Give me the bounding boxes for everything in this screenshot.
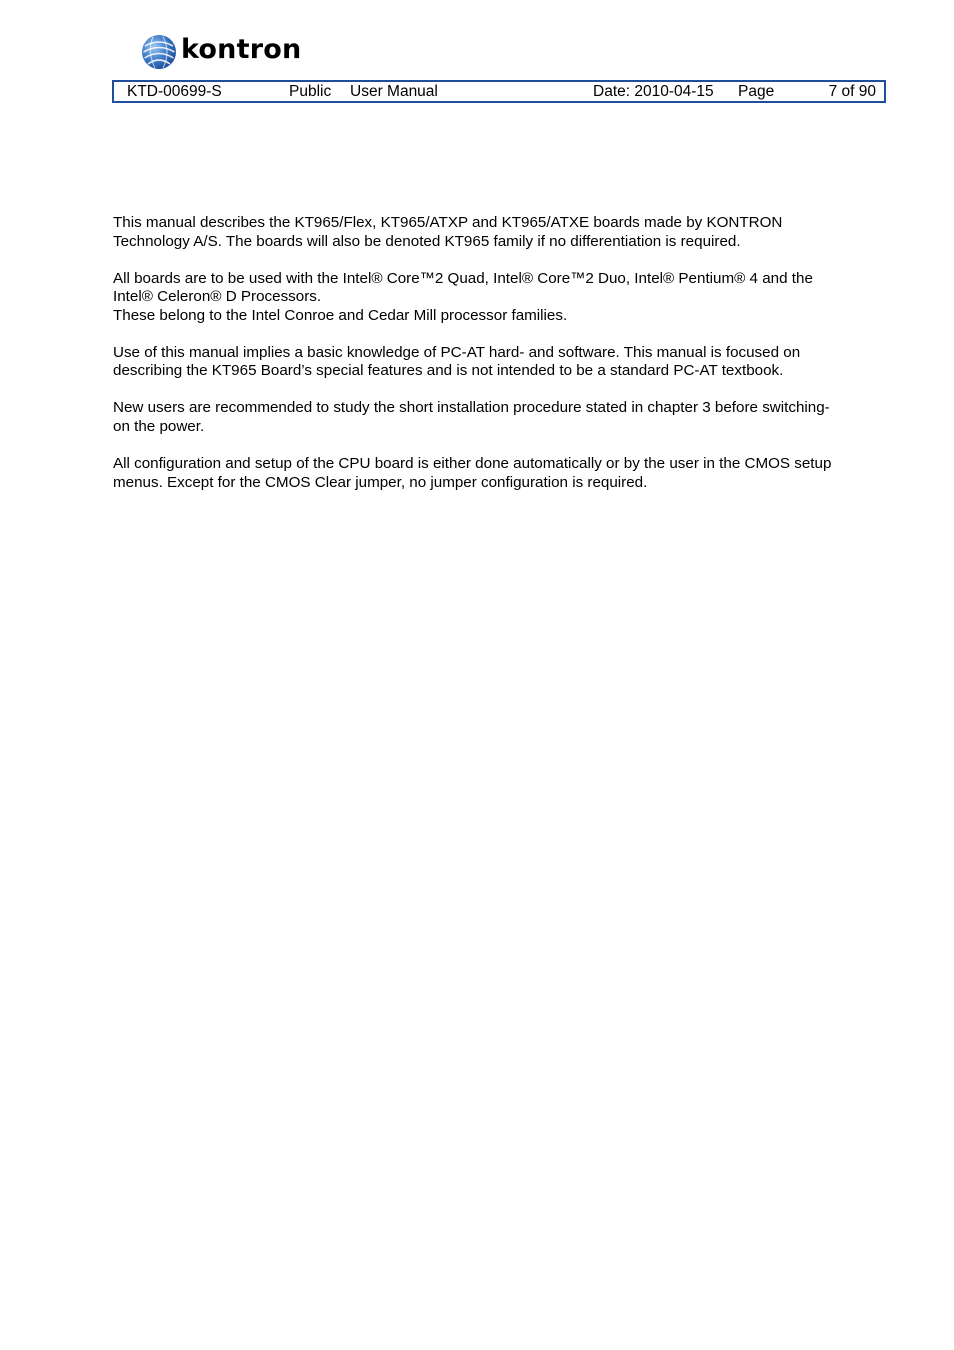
paragraph <box>113 344 883 381</box>
body-content <box>113 214 883 510</box>
header-classification: Public <box>289 83 332 100</box>
paragraph <box>113 455 883 492</box>
header-page-number: 7 of 90 <box>828 83 876 100</box>
paragraph <box>113 399 883 436</box>
paragraph-line: Use of this manual implies a basic knowledge of PC-AT hard- and software. This manual is focused on <box>113 343 801 361</box>
paragraph-line: menus. Except for the CMOS Clear jumper, no jumper configuration is required. <box>113 473 648 491</box>
paragraph-line: on the power. <box>113 417 205 435</box>
logo-wordmark: kontron <box>181 34 302 65</box>
paragraph-line: Intel® Celeron® D Processors. <box>113 288 322 306</box>
paragraph-line: describing the KT965 Board’s special features and is not intended to be a standard PC-AT textbook. <box>113 362 784 380</box>
paragraph-line: New users are recommended to study the short installation procedure stated in chapter 3 before switching- <box>113 399 830 417</box>
paragraph-line: All configuration and setup of the CPU board is either done automatically or by the user in the CMOS setup <box>113 454 832 472</box>
kontron-logo <box>141 33 301 71</box>
paragraph <box>113 214 883 251</box>
document-header <box>112 80 886 103</box>
header-doc-type: User Manual <box>350 83 438 100</box>
header-page-label: Page <box>738 83 775 100</box>
header-doc-id: KTD-00699-S <box>127 83 222 100</box>
paragraph-line: All boards are to be used with the Intel® Core™2 Quad, Intel® Core™2 Duo, Intel® Pentium® 4 and the <box>113 269 813 287</box>
header-date: Date: 2010-04-15 <box>593 83 714 100</box>
paragraph-line: These belong to the Intel Conroe and Cedar Mill processor families. <box>113 306 568 324</box>
kontron-globe-icon <box>141 34 177 70</box>
paragraph-line: This manual describes the KT965/Flex, KT965/ATXP and KT965/ATXE boards made by KONTRON <box>113 214 783 231</box>
paragraph-line: Technology A/S. The boards will also be denoted KT965 family if no differentiation is required. <box>113 232 741 250</box>
paragraph <box>113 270 883 326</box>
